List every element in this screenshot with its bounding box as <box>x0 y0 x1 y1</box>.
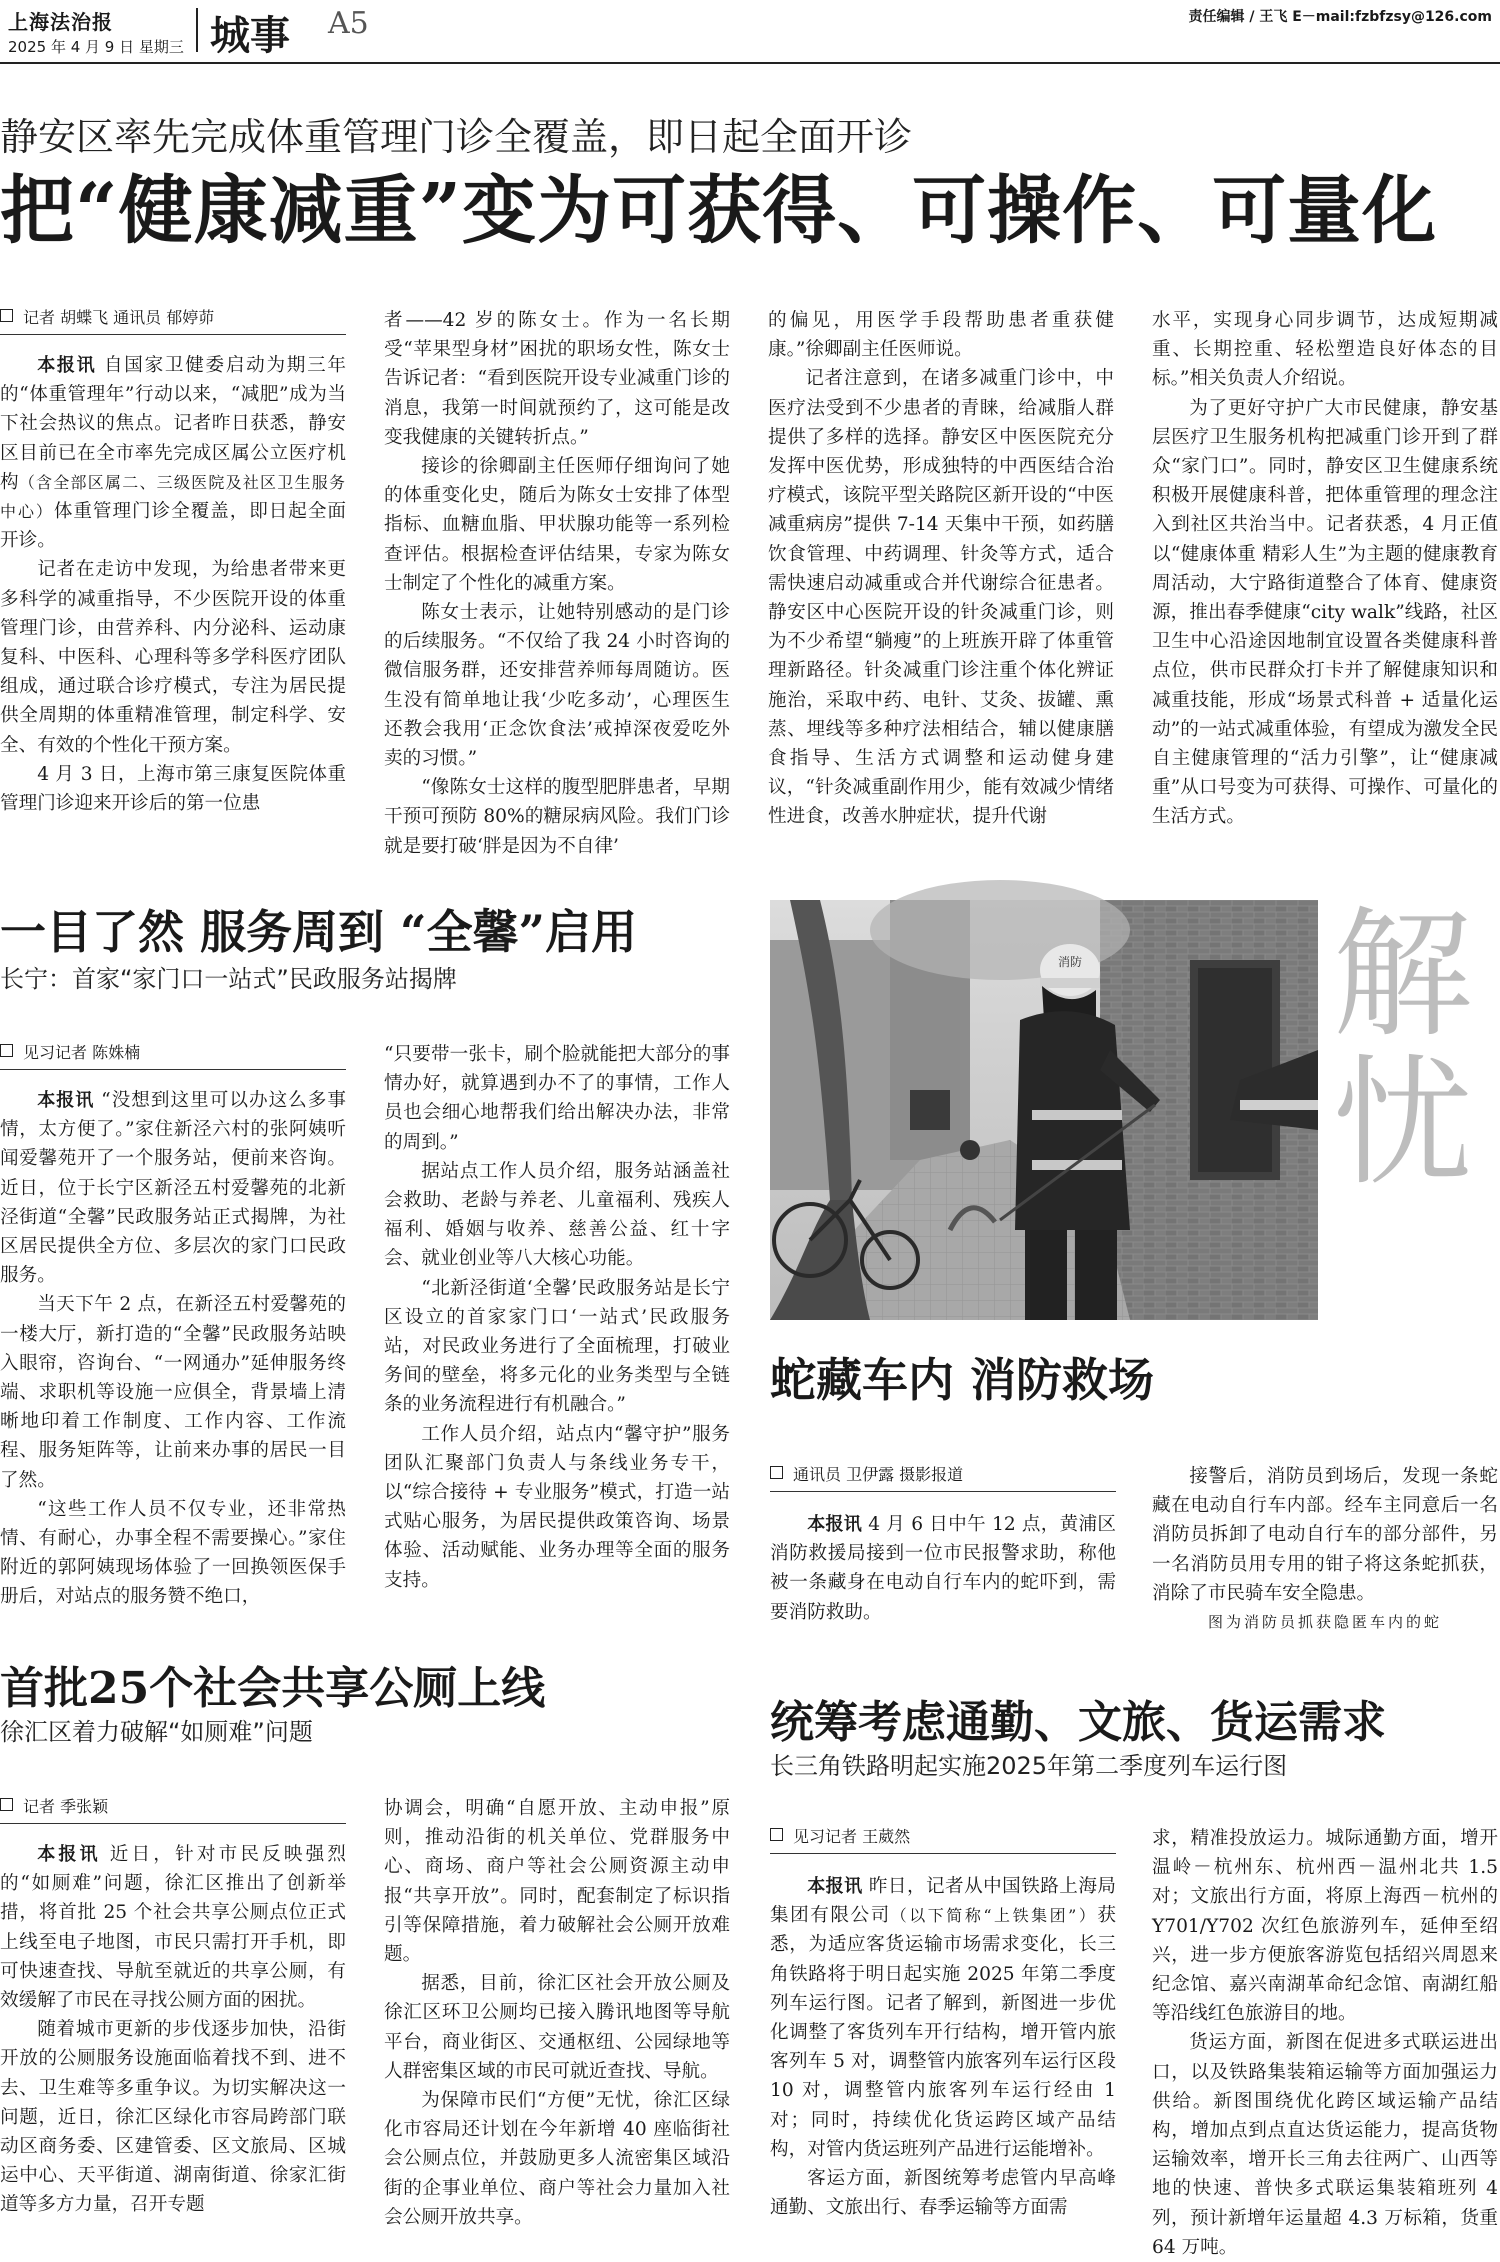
rail-subtitle: 长三角铁路明起实施2025年第二季度列车运行图 <box>770 1752 1288 1780</box>
paragraph: 4 月 3 日，上海市第三康复医院体重管理门诊迎来开诊后的第一位患 <box>0 763 346 815</box>
paragraph: 水平，实现身心同步调节，达成短期减重、长期控重、轻松塑造良好体态的目标。”相关负责人介绍说。 <box>1152 310 1498 390</box>
rail-byline: 见习记者 王葳然 <box>770 1824 1116 1854</box>
paragraph: 陈女士表示，让她特别感动的是门诊的后续服务。“不仅给了我 24 小时咨询的微信服务群，还安排营养师每周随访。医生没有简单地让我‘少吃多动’，心理医生还教会我用‘正念饮食法’戒掉深夜爱吃外卖的习惯。” <box>384 602 730 770</box>
rail-title: 统筹考虑通勤、文旅、货运需求 <box>770 1697 1386 1748</box>
paragraph: 为了更好守护广大市民健康，静安基层医疗卫生服务机构把减重门诊开到了群众“家门口”。同时，静安区卫生健康系统积极开展健康科普，把体重管理的理念注入到社区共治当中。记者获悉，4 月正值以“健康体重 精彩人生”为主题的健康教育周活动，大宁路街道整合了体育、健康资源，推出春季健康“city walk”线路，社区卫生中心沿途因地制宜设置各类健康科普点位，供市民群众打卡并了解健康知识和减重技能，形成“场景式科普 + 适量化运动”的一站式减重体验，有望成为激发全民自主健康管理的“活力引擎”，让“健康减重”从口号变为可获得、可操作、可量化的生活方式。 <box>1152 397 1498 828</box>
masthead <box>0 0 1500 62</box>
snake-byline: 通讯员 卫伊露 摄影报道 <box>770 1462 1116 1492</box>
toilet-byline: 记者 季张颖 <box>0 1794 346 1824</box>
lead-col-1 <box>0 351 346 821</box>
masthead-divider <box>196 8 198 52</box>
helmet-text: 消防 <box>1057 955 1083 969</box>
paragraph: 当天下午 2 点，在新泾五村爱馨苑的一楼大厅，新打造的“全馨”民政服务站映入眼帘，咨询台、“一网通办”延伸服务终端、求职机等设施一应俱全，背景墙上清晰地印着工作制度、工作内容、工作流程、服务矩阵等，让前来办事的居民一目了然。 <box>0 1294 346 1491</box>
paragraph: 本报讯 自国家卫健委启动为期三年的“体重管理年”行动以来，“减肥”成为当下社会热议的焦点。记者昨日获悉，静安区目前已在全市率先完成区属公立医疗机构（含全部区属二、三级医院及社区卫生服务中心）体重管理门诊全覆盖，即日起全面开诊。 <box>0 355 346 552</box>
paragraph: 据悉，目前，徐汇区社会开放公厕及徐汇区环卫公厕均已接入腾讯地图等导航平台，商业街区、交通枢纽、公园绿地等人群密集区域的市民可就近查找、导航。 <box>384 1973 730 2082</box>
paragraph: 接警后，消防员到场后，发现一条蛇藏在电动自行车内部。经车主同意后一名消防员拆卸了电动自行车的部分部件，另一名消防员用专用的钳子将这条蛇抓获，消除了市民骑车安全隐患。 <box>1152 1466 1498 1604</box>
lead-byline: 记者 胡蝶飞 通讯员 郁婷茆 <box>0 305 346 335</box>
lead-col-2 <box>384 306 730 857</box>
lead-col-3 <box>768 306 1114 846</box>
editor-info: 责任编辑 / 王飞 E－mail:fzbfzsy@126.com <box>1188 9 1492 25</box>
lead-col-4 <box>1152 306 1498 846</box>
paragraph: 客运方面，新图统筹考虑管内早高峰通勤、文旅出行、春季运输等方面需 <box>770 2168 1116 2219</box>
paragraph: 为保障市民们“方便”无忧，徐汇区绿化市容局还计划在今年新增 40 座临街社会公厕点位，并鼓励更多人流密集区域沿街的企事业单位、商户等社会力量加入社会公厕开放共享。 <box>384 2090 730 2228</box>
paragraph: 接诊的徐卿副主任医师仔细询问了她的体重变化史，随后为陈女士安排了体型指标、血糖血脂、甲状腺功能等一系列检查评估。根据检查评估结果，专家为陈女士制定了个性化的减重方案。 <box>384 456 730 594</box>
paragraph: 随着城市更新的步伐逐步加快，沿街开放的公厕服务设施面临着找不到、进不去、卫生难等多重争议。为切实解决这一问题，近日，徐汇区绿化市容局跨部门联动区商务委、区建管委、区文旅局、区城运中心、天平街道、湖南街道、徐家汇街道等多方力量，召开专题 <box>0 2019 346 2216</box>
toilet-col-2 <box>384 1794 730 2250</box>
snake-col-2 <box>1152 1462 1498 1632</box>
snake-title: 蛇藏车内 消防救场 <box>770 1353 1155 1407</box>
paragraph: 本报讯 近日，针对市民反映强烈的“如厕难”问题，徐汇区推出了创新举措，将首批 25 个社会共享公厕点位正式上线至电子地图，市民只需打开手机，即可快速查找、导航至就近的共享公厕，有效缓解了市民在寻找公厕方面的困扰。 <box>0 1844 346 2012</box>
toilet-subtitle: 徐汇区着力破解“如厕难”问题 <box>0 1718 313 1746</box>
snake-col-1 <box>770 1510 1116 1630</box>
lead-title: 把“健康减重”变为可获得、可操作、可量化 <box>0 168 1438 254</box>
rail-col-2 <box>1152 1824 1498 2258</box>
paragraph: “北新泾街道‘全馨’民政服务站是长宁区设立的首家家门口‘一站式’民政服务站，对民政业务进行了全面梳理，打破业务间的壁垒，将多元化的业务类型与全链条的业务流程进行有机融合。” <box>384 1277 730 1416</box>
page-number: A5 <box>328 6 369 41</box>
paragraph: 求，精准投放运力。城际通勤方面，增开温岭－杭州东、杭州西－温州北共 1.5 对；文旅出行方面，将原上海西－杭州的 Y701/Y702 次红色旅游列车，延伸至绍兴，进一步方便旅客游览包括绍兴周恩来纪念馆、嘉兴南湖革命纪念馆、南湖红船等沿线红色旅游目的地。 <box>1152 1828 1498 2025</box>
service-subtitle: 长宁：首家“家门口一站式”民政服务站揭牌 <box>0 965 457 993</box>
lead-subtitle: 静安区率先完成体重管理门诊全覆盖，即日起全面开诊 <box>0 115 913 159</box>
toilet-col-1 <box>0 1840 346 2250</box>
paragraph: 本报讯 “没想到这里可以办这么多事情，太方便了。”家住新泾六村的张阿姨听闻爱馨苑开了一个服务站，便前来咨询。近日，位于长宁区新泾五村爱馨苑的北新泾街道“全馨”民政服务站正式揭牌，为社区居民提供全方位、多层次的家门口民政服务。 <box>0 1090 346 1287</box>
paragraph: 工作人员介绍，站点内“馨守护”服务团队汇聚部门负责人与条线业务专干，以“综合接待 + 专业服务”模式，打造一站式贴心服务，为居民提供政策咨询、场景体验、活动赋能、业务办理等全面的服务支持。 <box>384 1423 730 1591</box>
paragraph: 者——42 岁的陈女士。作为一名长期受“苹果型身材”困扰的职场女性，陈女士告诉记者：“看到医院开设专业减重门诊的消息，我第一时间就预约了，这可能是改变我健康的关键转折点。” <box>384 310 730 448</box>
byline-box-icon <box>770 1828 783 1841</box>
byline-box-icon <box>0 1798 13 1811</box>
newspaper-logo: 上海法治报 <box>8 10 113 34</box>
section-name: 城事 <box>210 12 290 59</box>
rail-col-1 <box>770 1872 1116 2250</box>
column-label-jieyou: 解忧 <box>1309 900 1472 1196</box>
masthead-rule <box>0 62 1500 64</box>
service-title: 一目了然 服务周到 “全馨”启用 <box>0 905 637 959</box>
byline-box-icon <box>0 309 13 322</box>
paragraph: “只要带一张卡，刷个脸就能把大部分的事情办好，就算遇到办不了的事情，工作人员也会细心地帮我们给出解决办法，非常的周到。” <box>384 1044 730 1153</box>
paragraph: “像陈女士这样的腹型肥胖患者，早期干预可预防 80%的糖尿病风险。我们门诊就是要打破‘胖是因为不自律’ <box>384 777 730 857</box>
paragraph: 货运方面，新图在促进多式联运进出口，以及铁路集装箱运输等方面加强运力供给。新图围绕优化跨区域运输产品结构，增加点到点直达货运能力，提高货物运输效率，增开长三角去往两广、山西等地的快速、普快多式联运集装箱班列 4 列，预计新增年运量超 4.3 万标箱，货重 64 万吨。 <box>1152 2032 1498 2258</box>
toilet-title: 首批25个社会共享公厕上线 <box>0 1663 546 1714</box>
service-col-1 <box>0 1086 346 1611</box>
paragraph: 本报讯 4 月 6 日中午 12 点，黄浦区消防救援局接到一位市民报警求助，称他被一条藏身在电动自行车内的蛇吓到，需要消防救助。 <box>770 1514 1116 1623</box>
paragraph: 记者在走访中发现，为给患者带来更多科学的减重指导，不少医院开设的体重管理门诊，由营养科、内分泌科、运动康复科、中医科、心理科等多学科医疗团队组成，通过联合诊疗模式，专注为居民提供全周期的体重精准管理，制定科学、安全、有效的个性化干预方案。 <box>0 559 346 756</box>
firefighter-snake-photo <box>770 900 1318 1320</box>
service-col-2 <box>384 1040 730 1612</box>
paragraph: 据站点工作人员介绍，服务站涵盖社会救助、老龄与养老、儿童福利、残疾人福利、婚姻与收养、慈善公益、红十字会、就业创业等八大核心功能。 <box>384 1160 730 1270</box>
paragraph: 协调会，明确“自愿开放、主动申报”原则，推动沿街的机关单位、党群服务中心、商场、商户等社会公厕资源主动申报“共享开放”。同时，配套制定了标识指引等保障措施，着力破解社会公厕开放难题。 <box>384 1798 730 1966</box>
paragraph: 本报讯 昨日，记者从中国铁路上海局集团有限公司（以下简称“上铁集团”）获悉，为适应客货运输市场需求变化，长三角铁路将于明日起实施 2025 年第二季度列车运行图。记者了解到，新图进一步优化调整了客货列车开行结构，增开管内旅客列车 5 对，调整管内旅客列车运行区段 10 对，调整管内旅客列车运行经由 1 对；同时，持续优化货运跨区域产品结构，对管内货运班列产品进行运能增补。 <box>770 1876 1116 2160</box>
byline-box-icon <box>770 1466 783 1479</box>
paragraph: 记者注意到，在诸多减重门诊中，中医疗法受到不少患者的青睐，给减脂人群提供了多样的选择。静安区中医医院充分发挥中医优势，形成独特的中西医结合治疗模式，该院平型关路院区新开设的“中医减重病房”提供 7-14 天集中干预，如药膳饮食管理、中药调理、针灸等方式，适合需快速启动减重或合并代谢综合征患者。静安区中心医院开设的针灸减重门诊，则为不少希望“躺瘦”的上班族开辟了体重管理新路径。针灸减重门诊注重个体化辨证施治，采取中药、电针、艾灸、拔罐、熏蒸、埋线等多种疗法相结合，辅以健康膳食指导、生活方式调整和运动健身建议，“针灸减重副作用少，能有效减少情绪性进食，改善水肿症状，提升代谢 <box>768 368 1114 828</box>
paragraph: “这些工作人员不仅专业，还非常热情、有耐心，办事全程不需要操心。”家住附近的郭阿姨现场体验了一回换领医保手册后，对站点的服务赞不绝口， <box>0 1498 346 1608</box>
photo-caption: 图为消防员抓获隐匿车内的蛇 <box>1207 1613 1442 1632</box>
byline-box-icon <box>0 1044 13 1057</box>
photo-illustration <box>770 900 1318 1320</box>
service-byline: 见习记者 陈姝楠 <box>0 1040 346 1070</box>
issue-date: 2025 年 4 月 9 日 星期三 <box>8 38 184 56</box>
paragraph: 的偏见，用医学手段帮助患者重获健康。”徐卿副主任医师说。 <box>768 310 1114 361</box>
